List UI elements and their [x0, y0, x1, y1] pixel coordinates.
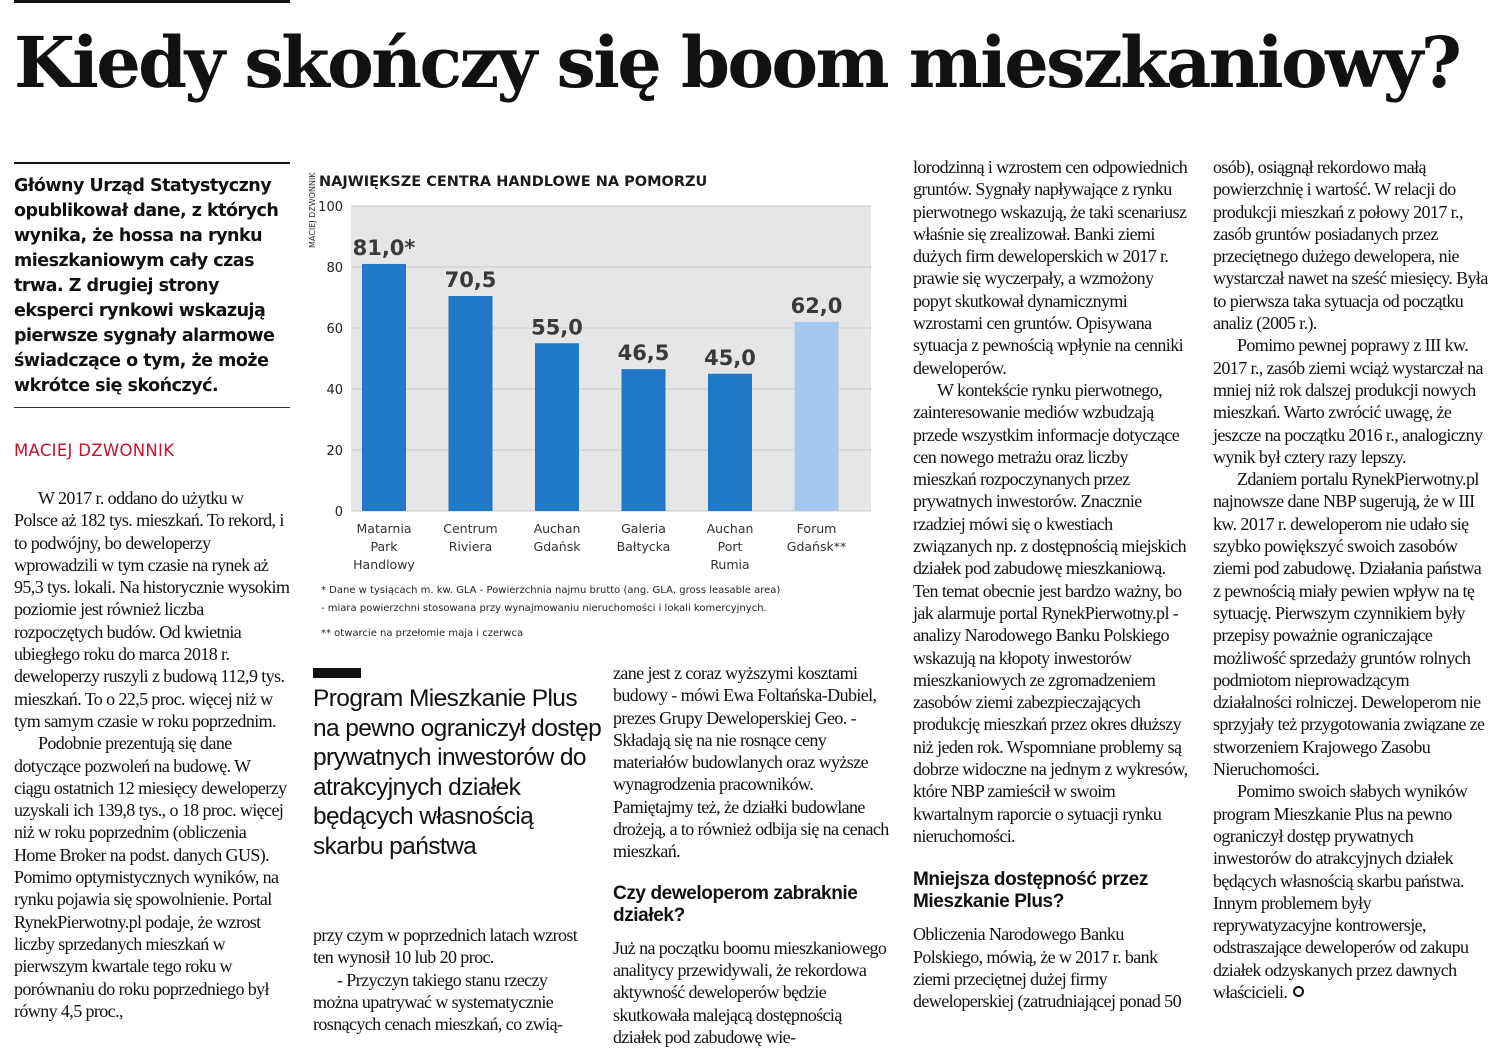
chart-plot-area: [351, 206, 871, 511]
x-tick-label: Matarnia: [356, 521, 412, 536]
column-5-paragraph-4-text: Pomimo swoich słabych wyników program Mieszkanie Plus na pewno ograniczył dostęp prywatnych inwestorów do atrakcyjnych działek będących własnością skarbu państwa. Innym problemem były reprywatyzacyjne kontrowersje, odstraszające deweloperów od zakupu działek odzyskanych przez dawnych właścicieli.: [1213, 781, 1469, 1002]
bar-value-label: 45,0: [704, 345, 756, 370]
column-5-paragraph-4: [1213, 780, 1491, 1003]
column-4-subhead: Mniejsza dostępność przez Mieszkanie Plus?: [913, 869, 1148, 913]
x-tick-label: Forum: [796, 521, 837, 536]
column-4-paragraph-2: W kontekście rynku pierwotnego, zainteresowanie mediów wzbudzają przede wszystkim informacje dotyczące cen nowego metrażu oraz liczby mieszkań rozpoczynanych przez prywatnych inwestorów. Znacznie rzadziej mówi się o kwestiach związanych np. z dostępnością miejskich działek pod zabudowę mieszkaniową. Ten temat obecnie jest bardzo ważny, bo jak alarmuje portal RynekPierwotny.pl - analizy Narodowego Banku Polskiego wskazują na kłopoty inwestorów mieszkaniowych ze zgromadzeniem zasobów ziemi zabezpieczających produkcję mieszkań przez okres dłuższy niż jeden rok. Wspomniane problemy są dobrze widoczne na jednym z wykresów, które NBP zamieścił w swoim kwartalnym raporcie o sytuacji rynku nieruchomości.: [913, 379, 1188, 846]
column-2-paragraph-2: - Przyczyn takiego stanu rzeczy można upatrywać w systematycznie rosnących cenach mieszkań, co zwią-: [313, 969, 563, 1035]
top-rule: [14, 0, 290, 3]
column-1-paragraph-2: Podobnie prezentują się dane dotyczące pozwoleń na budowę. W ciągu ostatnich 12 miesięcy deweloperzy uzyskali ich 139,8 tys., o 18 proc. więcej niż w roku poprzednim (obliczenia Home Broker na podst. danych GUS). Pomimo optymistycznych wyników, na rynku pojawia się spowolnienie. Portal RynekPierwotny.pl podaje, że wzrost liczby sprzedanych mieszkań w pierwszym kwartale tego roku w porównaniu do roku poprzedniego był równy 4,5 proc.,: [14, 733, 287, 1021]
x-tick-label: Centrum: [443, 521, 498, 536]
bar: [708, 374, 752, 511]
pullquote-bar: [313, 668, 361, 678]
bar-value-label: 62,0: [790, 293, 843, 318]
x-tick-label: Riviera: [448, 539, 493, 554]
x-tick-label: Auchan: [533, 521, 581, 536]
column-3-paragraph-1: zane jest z coraz wyższymi kosztami budowy - mówi Ewa Foltańska-Dubiel, prezes Grupy Deweloperskiej Geo. - Składają się na nie rosnące ceny materiałów budowlanych oraz wyższe wynagrodzenia pracowników. Pamiętajmy też, że działki budowlane drożeją, a to również odbija się na cenach mieszkań.: [613, 663, 889, 862]
bar-value-label: 46,5: [617, 341, 670, 366]
y-tick-label: 40: [326, 383, 343, 398]
lead-rule: [14, 162, 290, 164]
chart-x-axis: [353, 521, 846, 572]
x-tick-label: Park: [370, 539, 398, 554]
x-tick-label: Gdańsk: [533, 539, 581, 554]
bar: [449, 296, 493, 511]
column-5-paragraph-3: Zdaniem portalu RynekPierwotny.pl najnowsze dane NBP sugerują, że w III kw. 2017 r. deweloperom nie udało się szybko powiększyć swoich zasobów ziemi pod zabudowę. Działania państwa z pewnością miały pewien wpływ na tę sytuację. Pierwszym czynnikiem były przepisy poważnie ograniczające możliwość sprzedaży gruntów rolnych podmiotom nieprowadzącym działalności rolniczej. Deweloperom nie sprzyjały też przygotowania związane ze stworzeniem Krajowego Zasobu Nieruchomości.: [1213, 469, 1485, 780]
y-tick-label: 60: [326, 322, 343, 337]
x-tick-label: Gdańsk**: [786, 539, 847, 554]
author-byline: MACIEJ DZWONNIK: [14, 441, 175, 460]
bar-value-label: 81,0*: [352, 235, 416, 260]
x-tick-label: Rumia: [710, 557, 750, 572]
article-lead: Główny Urząd Statystyczny opublikował dane, z których wynika, że hossa na rynku mieszkaniowym cały czas trwa. Z drugiej strony eksperci rynkowi wskazują pierwsze sygnały alarmowe świadczące o tym, że może wkrótce się skończyć.: [14, 176, 279, 396]
bar-value-label: 70,5: [444, 267, 497, 292]
column-5-paragraph-1: osób), osiągnął rekordowo małą powierzchnię i wartość. W relacji do produkcji mieszkań z połowy 2017 r., zasób gruntów posiadanych przez przeciętnego dużego dewelopera, nie wystarczał nawet na sześć miesięcy. Była to pierwsza taka sytuacja od początku analiz (2005 r.).: [1213, 157, 1488, 334]
column-1-paragraph-1: W 2017 r. oddano do użytku w Polsce aż 182 tys. mieszkań. To rekord, i to podwójny, bo deweloperzy wprowadzili w tym czasie na rynek aż 95,3 tys. lokali. Na historycznie wysokim poziomie jest również liczba rozpoczętych budów. Od kwietnia ubiegłego roku do marca 2018 r. deweloperzy ruszyli z budową 112,9 tys. mieszkań. To o 22,5 proc. więcej niż w tym samym czasie w roku poprzednim.: [14, 488, 290, 731]
column-3-subhead: Czy deweloperom zabraknie działek?: [613, 882, 858, 926]
pullquote: Program Mieszkanie Plus na pewno ograniczył dostęp prywatnych inwestorów do atrakcyjnych działek będących własnością skarbu państwa: [313, 685, 602, 860]
bar: [795, 322, 839, 511]
chart-footnote-3: ** otwarcie na przełomie maja i czerwca: [321, 628, 524, 639]
column-5-paragraph-2: Pomimo pewnej poprawy z III kw. 2017 r., zasób ziemi wciąż wystarczał na mniej niż rok dalszej produkcji nowych mieszkań. Warto zwrócić uwagę, że jeszcze na początku 2016 r., analogiczny wynik był cztery razy lepszy.: [1213, 335, 1483, 467]
chart-footnote-1: * Dane w tysiącach m. kw. GLA - Powierzchnia najmu brutto (ang. GLA, gross leasable area): [321, 585, 781, 596]
column-3-paragraph-2: Już na początku boomu mieszkaniowego analitycy przewidywali, że rekordowa aktywność deweloperów będzie skutkowała malejącą dostępnością działek pod zabudowę wie-: [613, 937, 887, 1047]
x-tick-label: Handlowy: [353, 557, 415, 572]
y-tick-label: 20: [326, 444, 343, 459]
chart-canvas: [303, 160, 883, 650]
x-tick-label: Port: [717, 539, 743, 554]
bar: [362, 264, 406, 511]
x-tick-label: Auchan: [706, 521, 754, 536]
y-tick-label: 80: [326, 261, 343, 276]
chart-footnote-2: - miara powierzchni stosowana przy wynajmowaniu nieruchomości i lokali komercyjnych.: [321, 603, 767, 614]
chart-y-axis: [318, 200, 343, 520]
bar: [622, 369, 666, 511]
column-4-paragraph-1: lorodzinną i wzrostem cen odpowiednich gruntów. Sygnały napływające z rynku pierwotnego wskazują, że taki scenariusz właśnie się zrealizował. Banki ziemi dużych firm deweloperskich w 2017 r. prawie się wyczerpały, a wzmożony popyt skutkował dynamicznymi wzrostami cen gruntów. Opisywana sytuacja z pewnością wpłynie na cenniki deweloperów.: [913, 157, 1188, 378]
column-2-paragraph-1: przy czym w poprzednich latach wzrost ten wynosił 10 lub 20 proc.: [313, 925, 578, 968]
article-headline: Kiedy skończy się boom mieszkaniowy?: [14, 21, 1460, 104]
column-4-paragraph-3: Obliczenia Narodowego Banku Polskiego, mówią, że w 2017 r. bank ziemi przeciętnej dużej firmy deweloperskiej (zatrudniającej ponad 50: [913, 924, 1181, 1012]
column-5: [1213, 156, 1491, 1003]
column-3: [613, 662, 893, 1048]
end-of-article-icon: [1293, 986, 1304, 997]
bar-chart: [303, 160, 883, 650]
chart-photo-credit: MACIEJ DZWONNIK: [308, 172, 317, 248]
y-tick-label: 0: [334, 505, 343, 520]
x-tick-label: Galeria: [621, 521, 666, 536]
bar-value-label: 55,0: [531, 315, 583, 340]
lead-divider: [14, 407, 290, 408]
column-1: [14, 487, 290, 1022]
column-2: [313, 924, 595, 1035]
chart-title: NAJWIĘKSZE CENTRA HANDLOWE NA POMORZU: [319, 174, 708, 190]
column-4: [913, 156, 1193, 1012]
x-tick-label: Bałtycka: [616, 539, 671, 554]
bar: [535, 343, 579, 511]
y-tick-label: 100: [318, 200, 343, 215]
